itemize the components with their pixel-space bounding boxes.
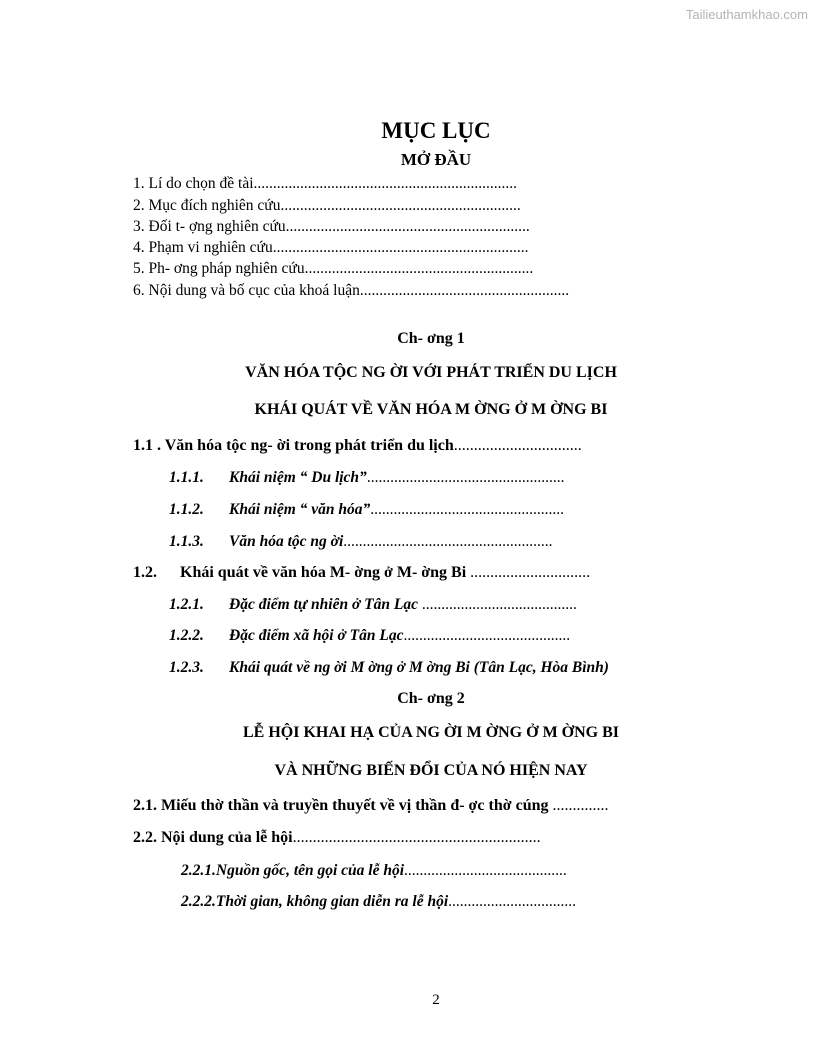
chapter1-label: Ch- ơng 1	[397, 330, 465, 347]
toc-section-1-1	[133, 437, 582, 455]
toc-subsection	[169, 596, 577, 614]
toc-intro-item: 2. Mục đích nghiên cứu..............................................................	[133, 197, 521, 214]
section-title: 2.2. Nội dung của lễ hội	[133, 829, 293, 846]
leader-dots: ..............................................................	[292, 829, 541, 846]
subsection-number: 1.1.1.	[169, 469, 204, 486]
chapter2-title-line1: LỄ HỘI KHAI HẠ CỦA NG ỜI M ỜNG Ở M ỜNG BI	[242, 724, 620, 741]
leader-dots: ..................................................	[370, 501, 564, 518]
toc-section-1-2	[133, 564, 590, 582]
subsection-title: Đặc điểm tự nhiên ở Tân Lạc	[229, 596, 418, 613]
subsection-title: Khái niệm “ Du lịch”	[229, 469, 367, 486]
toc-intro-item: 6. Nội dung và bố cục của khoá luận......................................................	[133, 282, 570, 299]
intro-heading: MỞ ĐẦU	[400, 150, 472, 169]
subsection-number: 1.2.2.	[169, 627, 204, 644]
leader-dots: ..............................	[466, 564, 591, 581]
page-number: 2	[432, 992, 440, 1008]
leader-dots: ................................	[453, 437, 582, 454]
toc-subsection	[181, 893, 576, 911]
leader-dots: ..............	[548, 797, 609, 814]
section-title: 2.1. Miếu thờ thần và truyền thuyết về vị thần đ- ợc thờ cúng	[133, 797, 549, 814]
toc-subsection	[169, 627, 570, 645]
subsection-number: 1.2.1.	[169, 596, 204, 613]
toc-intro-item: 1. Lí do chọn đề tài....................................................................	[133, 175, 518, 192]
leader-dots: ...................................................	[366, 469, 565, 486]
chapter1-title-line1: VĂN HÓA TỘC NG ỜI VỚI PHÁT TRIỂN DU LỊCH	[245, 364, 617, 381]
toc-intro-item: 4. Phạm vi nghiên cứu..................................................................	[133, 239, 529, 256]
chapter2-label: Ch- ơng 2	[397, 690, 465, 707]
section-title: Khái quát về văn hóa M- ờng ở M- ờng Bi	[180, 564, 467, 581]
subsection-title: Khái niệm “ văn hóa”	[229, 501, 371, 518]
toc-subsection	[181, 862, 567, 880]
subsection-title: Đặc điểm xã hội ở Tân Lạc	[229, 627, 404, 644]
leader-dots: ......................................................	[343, 533, 553, 550]
subsection-number: 1.1.2.	[169, 501, 204, 518]
toc-section-2-1	[133, 797, 608, 815]
subsection-title: Văn hóa tộc ng ời	[229, 533, 344, 550]
subsection-title: 2.2.2.Thời gian, không gian diễn ra lễ hội	[181, 893, 449, 910]
section-number: 1.1 .	[133, 437, 161, 454]
subsection-number: 1.2.3.	[169, 659, 204, 676]
section-title: Văn hóa tộc ng- ời trong phát triển du lịch	[161, 437, 454, 454]
chapter1-title-line2: KHÁI QUÁT VỀ VĂN HÓA M ỜNG Ở M ỜNG BI	[254, 401, 608, 418]
toc-subsection	[169, 533, 553, 551]
toc-subsection	[169, 501, 564, 519]
chapter2-title-line2: VÀ NHỮNG BIẾN ĐỔI CỦA NÓ HIỆN NAY	[274, 762, 588, 779]
section-number: 1.2.	[133, 564, 157, 581]
toc-subsection	[169, 469, 564, 487]
toc-intro-item: 3. Đối t- ợng nghiên cứu...............................................................	[133, 218, 530, 235]
page-title: MỤC LỤC	[381, 118, 491, 143]
subsection-number: 1.1.3.	[169, 533, 204, 550]
toc-intro-item: 5. Ph- ơng pháp nghiên cứu...........................................................	[133, 260, 534, 277]
subsection-title: 2.2.1.Nguồn gốc, tên gọi của lễ hội	[181, 862, 405, 879]
watermark: Tailieuthamkhao.com	[685, 7, 808, 22]
leader-dots: ...........................................	[403, 627, 571, 644]
subsection-title: Khái quát về ng ời M ờng ở M ờng Bi (Tân Lạc, Hòa Bình)	[229, 659, 609, 676]
leader-dots: ..........................................	[404, 862, 567, 879]
leader-dots: ........................................	[417, 596, 577, 613]
toc-section-2-2	[133, 829, 541, 847]
leader-dots: .................................	[448, 893, 577, 910]
toc-subsection	[169, 659, 609, 677]
